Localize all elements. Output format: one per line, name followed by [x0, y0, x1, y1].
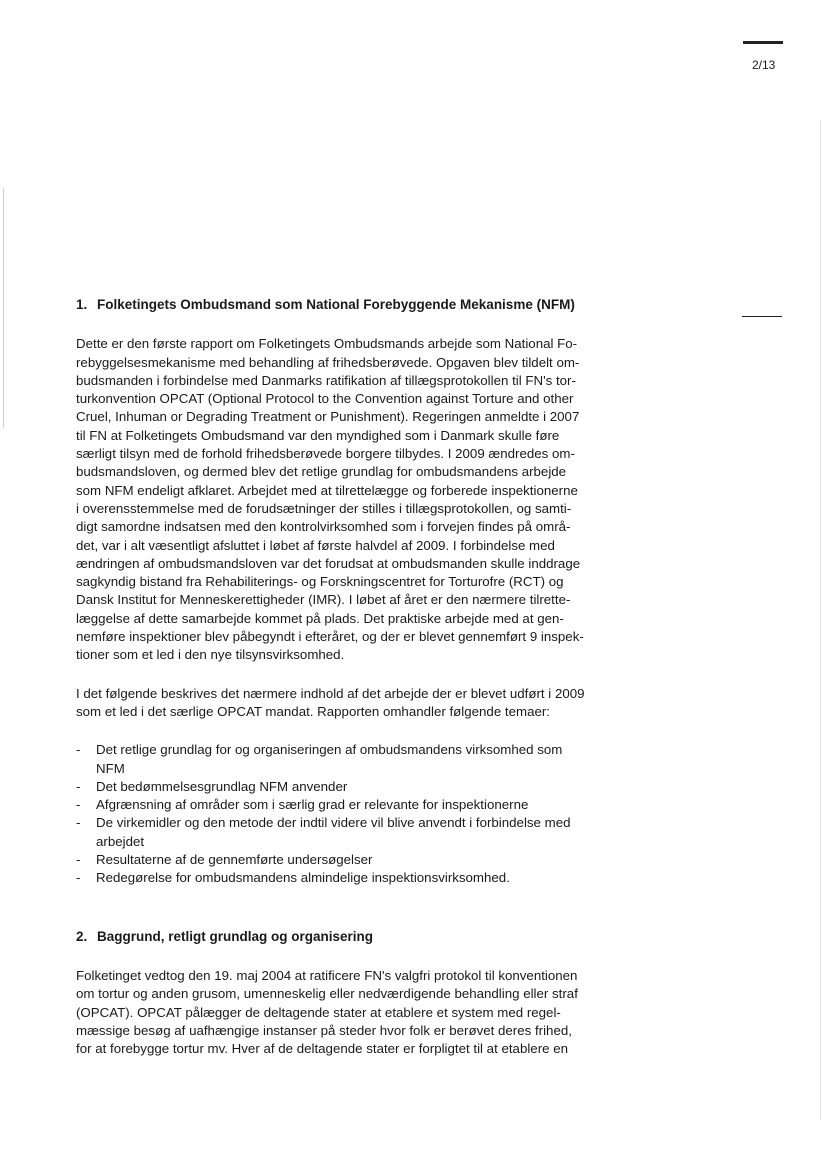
topic-list-item	[76, 778, 616, 796]
text-line: læggelse af dette samarbejde kommet på plads. Det praktiske arbejde med at gen-	[76, 610, 564, 626]
text-line: nemføre inspektioner blev påbegyndt i efteråret, og der er blevet gennemført 9 inspek-	[76, 629, 584, 645]
text-line: som NFM endeligt afklaret. Arbejdet med at tilrettelægge og forberede inspektionerne	[76, 482, 578, 498]
bullet-dash: -	[76, 815, 81, 831]
topic-list-item	[76, 741, 616, 778]
text-line: Dette er den første rapport om Folketingets Ombudsmands arbejde som National Fo-	[76, 336, 578, 352]
section-1-paragraph-1	[76, 335, 616, 664]
text-line: om tortur og anden grusom, umenneskelig eller nedværdigende behandling eller straf	[76, 986, 578, 1002]
topic-list-item	[76, 796, 616, 814]
topic-text: Afgrænsning af områder som i særlig grad er relevante for inspektionerne	[96, 797, 529, 813]
topic-text: Det retlige grundlag for og organiseringen af ombudsmandens virksomhed som	[96, 742, 563, 758]
bullet-dash: -	[76, 852, 81, 868]
section-2-title: Baggrund, retligt grundlag og organisering	[97, 928, 373, 944]
topic-list-item	[76, 814, 616, 851]
document-body	[76, 296, 616, 1078]
topic-text: De virkemidler og den metode der indtil videre vil blive anvendt i forbindelse med	[96, 815, 571, 831]
scan-edge-right	[820, 120, 821, 1120]
text-line: i overensstemmelse med de forudsætninger der stilles i tillægsprotokollen, og samti-	[76, 500, 572, 516]
text-line: særligt tilsyn med de forhold frihedsberøvede borgere tilbydes. I 2009 ændredes om-	[76, 446, 575, 462]
section-1-title: Folketingets Ombudsmand som National Forebyggende Mekanisme (NFM)	[97, 297, 575, 312]
topic-list-item	[76, 851, 616, 869]
margin-rule	[742, 316, 782, 317]
topic-text: Redegørelse for ombudsmandens almindelige inspektionsvirksomhed.	[96, 870, 510, 886]
topic-text: NFM	[96, 760, 125, 776]
text-line: turkonvention OPCAT (Optional Protocol to the Convention against Torture and other	[76, 391, 574, 407]
bullet-dash: -	[76, 797, 81, 813]
text-line: digt samordne indsatsen med den kontrolvirksomhed som i forvejen findes på områ-	[76, 519, 571, 535]
text-line: tioner som et led i den nye tilsynsvirksomhed.	[76, 647, 345, 663]
text-line: som et led i det særlige OPCAT mandat. Rapporten omhandler følgende temaer:	[76, 703, 551, 719]
topic-text: Det bedømmelsesgrundlag NFM anvender	[96, 778, 348, 794]
text-line: ændringen af ombudsmandsloven var det forudsat at ombudsmanden skulle inddrage	[76, 555, 581, 571]
text-line: rebyggelsesmekanisme med behandling af frihedsberøvede. Opgaven blev tildelt om-	[76, 354, 580, 370]
text-line: Dansk Institut for Menneskerettigheder (IMR). I løbet af året er den nærmere tilrette-	[76, 592, 571, 608]
scan-edge-left	[3, 188, 4, 428]
section-1-number: 1.	[76, 297, 88, 312]
text-line: sagkyndig bistand fra Rehabiliterings- og Forskningscentret for Torturofre (RCT) og	[76, 574, 564, 590]
page-number: 2/13	[752, 58, 776, 72]
topic-text: arbejdet	[96, 833, 145, 849]
text-line: det, var i alt væsentligt afsluttet i løbet af første halvdel af 2009. I forbindelse med	[76, 537, 555, 553]
text-line: Folketinget vedtog den 19. maj 2004 at ratificere FN's valgfri protokol til konventionen	[76, 967, 578, 983]
top-rule	[743, 41, 783, 44]
text-line: budsmandsloven, og dermed blev det retlige grundlag for ombudsmandens arbejde	[76, 464, 567, 480]
text-line: til FN at Folketingets Ombudsmand var den myndighed som i Danmark skulle føre	[76, 427, 560, 443]
topic-text: Resultaterne af de gennemførte undersøgelser	[96, 852, 373, 868]
text-line: (OPCAT). OPCAT pålægger de deltagende stater at etablere et system med regel-	[76, 1004, 561, 1020]
bullet-dash: -	[76, 742, 81, 758]
section-2-number: 2.	[76, 928, 88, 944]
topic-list-item	[76, 869, 616, 887]
topic-list	[76, 741, 616, 887]
text-line: budsmanden i forbindelse med Danmarks ratifikation af tillægsprotokollen til FN's tor-	[76, 372, 576, 388]
text-line: I det følgende beskrives det nærmere indhold af det arbejde der er blevet udført i 2009	[76, 685, 585, 701]
text-line: Cruel, Inhuman or Degrading Treatment or Punishment). Regeringen anmeldte i 2007	[76, 409, 580, 425]
bullet-dash: -	[76, 870, 81, 886]
text-line: for at forebygge tortur mv. Hver af de deltagende stater er forpligtet til at etablere en	[76, 1041, 569, 1057]
section-1-paragraph-2	[76, 685, 616, 722]
section-2-paragraph-1	[76, 967, 616, 1058]
text-line: mæssige besøg af uafhængige instanser på steder hvor folk er berøvet deres frihed,	[76, 1022, 572, 1038]
bullet-dash: -	[76, 778, 81, 794]
section-1-heading	[76, 296, 616, 314]
section-2-heading	[76, 928, 616, 946]
